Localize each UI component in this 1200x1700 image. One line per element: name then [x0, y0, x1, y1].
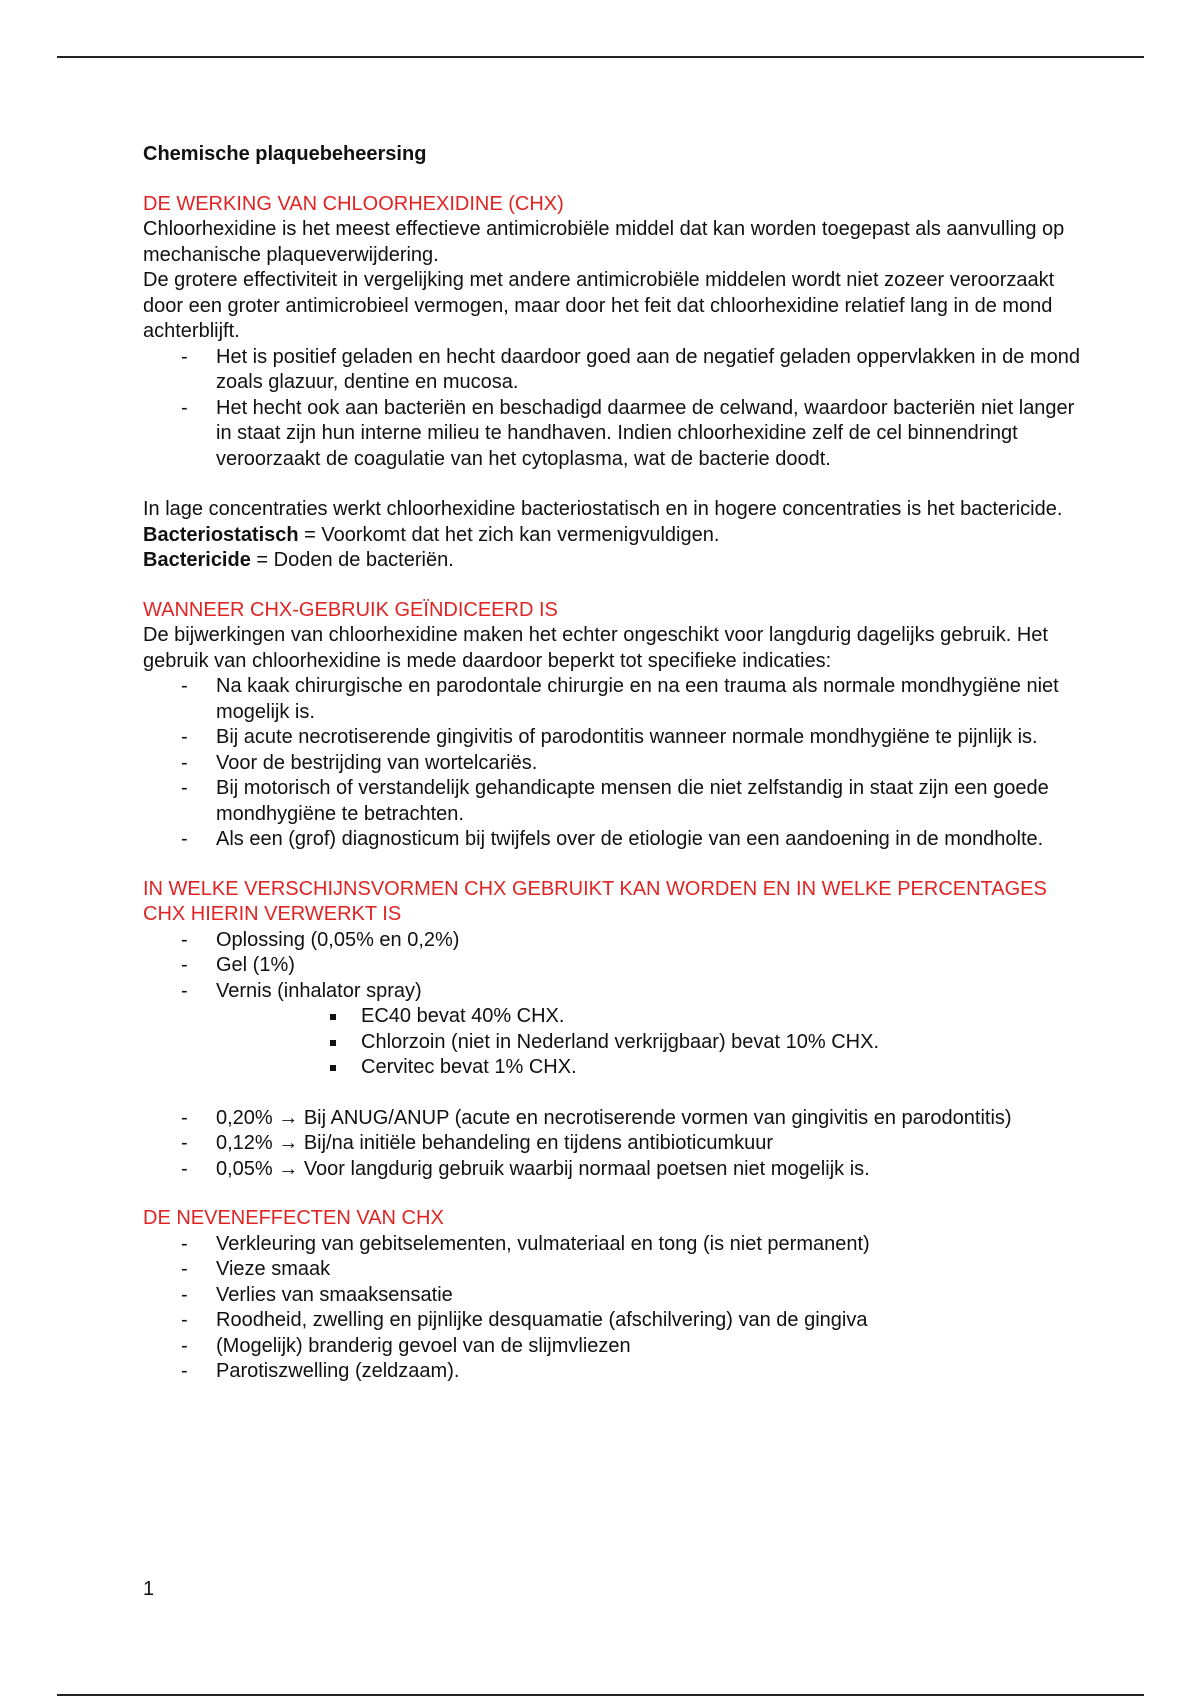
bottom-rule — [57, 1694, 1144, 1696]
bullet-list — [143, 674, 1083, 853]
section-verschijnsvormen — [143, 877, 1083, 1183]
list-item: - 0,05% → Voor langdurig gebruik waarbij normaal poetsen niet mogelijk is. — [143, 1157, 1083, 1183]
sub-list-item: EC40 bevat 40% CHX. — [143, 1004, 1083, 1030]
sub-list-item: Chlorzoin (niet in Nederland verkrijgbaar) bevat 10% CHX. — [143, 1030, 1083, 1056]
sub-bullet-list — [143, 1004, 1083, 1081]
document-title: Chemische plaquebeheersing — [143, 143, 427, 165]
concentration-list — [143, 1106, 1083, 1183]
section-werking — [143, 192, 1083, 574]
list-item: - Roodheid, zwelling en pijnlijke desquamatie (afschilvering) van de gingiva — [143, 1308, 1083, 1334]
list-item: - Oplossing (0,05% en 0,2%) — [143, 928, 1083, 954]
list-item: - Als een (grof) diagnosticum bij twijfels over de etiologie van een aandoening in de mondholte. — [143, 827, 1083, 853]
list-item: - Verlies van smaaksensatie — [143, 1283, 1083, 1309]
definition-text: = Voorkomt dat het zich kan vermenigvuldigen. — [298, 523, 720, 546]
bullet-list — [143, 345, 1083, 473]
paragraph: Chloorhexidine is het meest effectieve antimicrobiële middel dat kan worden toegepast als aanvulling op mechanische plaqueverwijdering. — [143, 218, 1065, 266]
list-item: - Na kaak chirurgische en parodontale chirurgie en na een trauma als normale mondhygiëne niet mogelijk is. — [143, 674, 1083, 725]
definition-bacteriostatisch — [143, 523, 1083, 549]
definition-bactericide — [143, 548, 1083, 574]
paragraph: De bijwerkingen van chloorhexidine maken het echter ongeschikt voor langdurig dagelijks gebruik. Het gebruik van chloorhexidine is mede daardoor beperkt tot specifieke indicaties: — [143, 624, 1048, 672]
bullet-list — [143, 1232, 1083, 1385]
page-number: 1 — [143, 1578, 155, 1600]
paragraph: De grotere effectiviteit in vergelijking met andere antimicrobiële middelen wordt niet zozeer veroorzaakt door een groter antimicrobieel vermogen, maar door het feit dat chloorhexidine relatief lang in de mond achterblijft. — [143, 269, 1055, 342]
document-body — [143, 142, 1083, 1409]
section-neveneffecten — [143, 1206, 1083, 1385]
definition-term: Bacteriostatisch — [143, 523, 299, 546]
list-item: - Vernis (inhalator spray) — [143, 979, 1083, 1005]
list-item: - Gel (1%) — [143, 953, 1083, 979]
list-item: - 0,12% → Bij/na initiële behandeling en tijdens antibioticumkuur — [143, 1131, 1083, 1157]
section-heading-neveneffecten: DE NEVENEFFECTEN VAN CHX — [143, 1207, 444, 1229]
section-heading-werking: DE WERKING VAN CHLOORHEXIDINE (CHX) — [143, 192, 564, 215]
list-item: - 0,20% → Bij ANUG/ANUP (acute en necrotiserende vormen van gingivitis en parodontitis) — [143, 1106, 1083, 1132]
list-item: - Voor de bestrijding van wortelcariës. — [143, 751, 1083, 777]
list-item: - Parotiszwelling (zeldzaam). — [143, 1359, 1083, 1385]
list-item: - Verkleuring van gebitselementen, vulmateriaal en tong (is niet permanent) — [143, 1232, 1083, 1258]
list-item: - Vieze smaak — [143, 1257, 1083, 1283]
section-indicaties — [143, 598, 1083, 853]
paragraph: In lage concentraties werkt chloorhexidine bacteriostatisch en in hogere concentraties is het bactericide. — [143, 498, 1063, 520]
sub-list-item: Cervitec bevat 1% CHX. — [143, 1055, 1083, 1081]
definition-term: Bactericide — [143, 549, 251, 571]
list-item: - Het is positief geladen en hecht daardoor goed aan de negatief geladen oppervlakken in de mond zoals glazuur, dentine en mucosa. — [143, 345, 1083, 396]
list-item: - Bij motorisch of verstandelijk gehandicapte mensen die niet zelfstandig in staat zijn een goede mondhygiëne te betrachten. — [143, 776, 1083, 827]
list-item: - Het hecht ook aan bacteriën en beschadigd daarmee de celwand, waardoor bacteriën niet langer in staat zijn hun interne milieu te handhaven. Indien chloorhexidine zelf de cel binnendringt veroorzaakt de coagulatie van het cytoplasma, wat de bacterie doodt. — [143, 396, 1083, 473]
definition-text: = Doden de bacteriën. — [250, 549, 454, 571]
section-heading-verschijnsvormen: IN WELKE VERSCHIJNSVORMEN CHX GEBRUIKT KAN WORDEN EN IN WELKE PERCENTAGES CHX HIERIN VERWERKT IS — [143, 877, 1047, 925]
bullet-list — [143, 928, 1083, 1005]
list-item: - (Mogelijk) branderig gevoel van de slijmvliezen — [143, 1334, 1083, 1360]
list-item: - Bij acute necrotiserende gingivitis of parodontitis wanneer normale mondhygiëne te pijnlijk is. — [143, 725, 1083, 751]
top-rule — [57, 56, 1144, 58]
section-heading-indicaties: WANNEER CHX-GEBRUIK GEÏNDICEERD IS — [143, 598, 558, 621]
